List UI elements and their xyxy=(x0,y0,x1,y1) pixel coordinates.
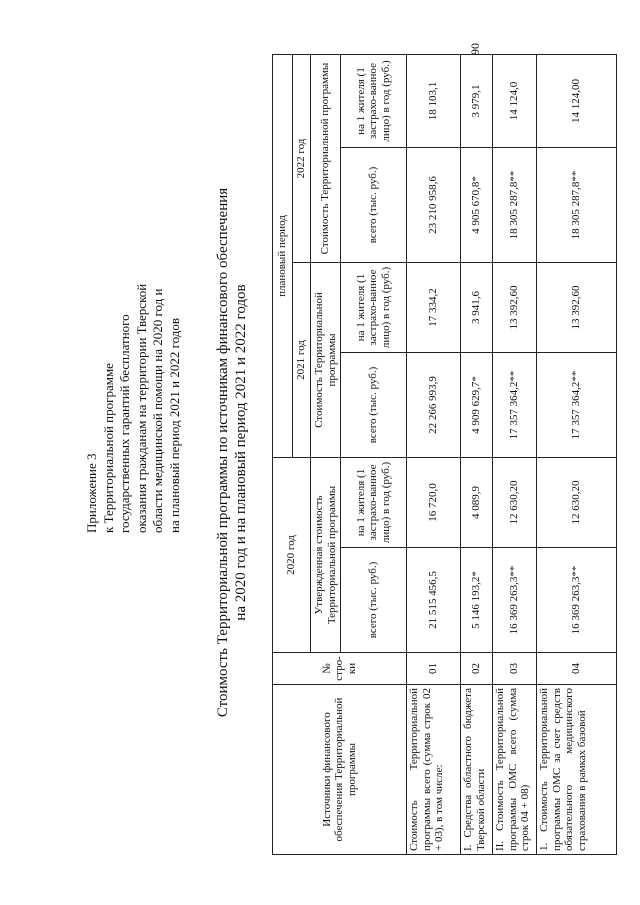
row-number: 03 xyxy=(493,653,537,685)
cell-per-capita-2022: 14 124,0 xyxy=(493,55,537,148)
cell-total-2022: 23 210 958,6 xyxy=(407,148,461,263)
cell-per-capita-2021: 3 941,6 xyxy=(461,263,493,353)
document-title xyxy=(214,0,250,905)
cell-total-2022: 4 905 670,8* xyxy=(461,148,493,263)
row-number: 04 xyxy=(537,653,617,685)
header-sources: Источники финансового обеспечения Территориальной программы xyxy=(273,685,407,855)
cell-total-2021: 17 357 364,2** xyxy=(493,353,537,458)
header-cost-2021: Стоимость Территориальной программы xyxy=(311,263,341,458)
header-per-capita: на 1 жителя (1 застрахо-ванное лицо) в год (руб.) xyxy=(341,263,407,353)
table-row xyxy=(493,55,537,855)
header-planned-period: плановый период xyxy=(273,55,293,458)
row-source: 1. Стоимость Территориальной программы ОМС за счет средств обязательного медицинского страхования в рамках базовой xyxy=(537,685,617,855)
row-source: II. Стоимость Территориальной программы ОМС всего (сумма строк 04 + 08) xyxy=(493,685,537,855)
cell-total-2020: 16 369 263,3** xyxy=(493,548,537,653)
cell-total-2021: 4 909 629,7* xyxy=(461,353,493,458)
appendix-line: области медицинской помощи на 2020 год и xyxy=(150,288,165,533)
appendix-line: оказания гражданам на территории Тверской xyxy=(133,283,149,533)
cell-total-2021: 22 266 993,9 xyxy=(407,353,461,458)
header-cost-2022: Стоимость Территориальной программы xyxy=(311,55,341,263)
table-row xyxy=(537,55,617,855)
header-2021: 2021 год xyxy=(293,263,311,458)
appendix-line: на плановый период 2021 и 2022 годов xyxy=(166,318,182,533)
cell-total-2020: 21 515 456,5 xyxy=(407,548,461,653)
title-line: на 2020 год и на плановый период 2021 и 2022 годов xyxy=(233,284,249,621)
appendix-caption xyxy=(84,153,183,533)
cell-total-2022: 18 305 287,8** xyxy=(537,148,617,263)
row-number: 01 xyxy=(407,653,461,685)
appendix-line: государственных гарантий бесплатного xyxy=(117,314,132,533)
cell-per-capita-2021: 13 392,60 xyxy=(537,263,617,353)
cell-per-capita-2021: 17 334,2 xyxy=(407,263,461,353)
cell-per-capita-2022: 14 124,00 xyxy=(537,55,617,148)
cell-total-2022: 18 305 287,8** xyxy=(493,148,537,263)
cell-per-capita-2020: 16 720,0 xyxy=(407,458,461,548)
header-total: всего (тыс. руб.) xyxy=(341,548,407,653)
table-row xyxy=(461,55,493,855)
header-per-capita: на 1 жителя (1 застрахо-ванное лицо) в год (руб.) xyxy=(341,458,407,548)
page-number: 90 xyxy=(468,43,482,55)
cost-table xyxy=(272,54,617,855)
header-2020: 2020 год xyxy=(273,458,311,653)
appendix-line: к Территориальной программе xyxy=(100,363,116,533)
cell-per-capita-2020: 12 630,20 xyxy=(537,458,617,548)
header-row-no: № стро-ки xyxy=(273,653,407,685)
cell-per-capita-2022: 18 103,1 xyxy=(407,55,461,148)
cell-per-capita-2022: 3 979,1 xyxy=(461,55,493,148)
appendix-line: Приложение 3 xyxy=(84,453,99,533)
cell-total-2020: 5 146 193,2* xyxy=(461,548,493,653)
cell-total-2021: 17 357 364,2** xyxy=(537,353,617,458)
row-source: I. Средства областного бюджета Тверской области xyxy=(461,685,493,855)
table-row xyxy=(407,55,461,855)
title-line: Стоимость Территориальной программы по источникам финансового обеспечения xyxy=(215,187,231,718)
header-2022: 2022 год xyxy=(293,55,311,263)
header-per-capita: на 1 жителя (1 застрахо-ванное лицо) в год (руб.) xyxy=(341,55,407,148)
cell-per-capita-2021: 13 392,60 xyxy=(493,263,537,353)
cell-per-capita-2020: 4 089,9 xyxy=(461,458,493,548)
row-source: Стоимость Территориальной программы всего (сумма строк 02 + 03), в том числе: xyxy=(407,685,461,855)
cell-per-capita-2020: 12 630,20 xyxy=(493,458,537,548)
header-approved-cost: Утвержденная стоимость Территориальной программы xyxy=(311,458,341,653)
cell-total-2020: 16 369 263,3** xyxy=(537,548,617,653)
header-total: всего (тыс. руб.) xyxy=(341,353,407,458)
row-number: 02 xyxy=(461,653,493,685)
header-total: всего (тыс. руб.) xyxy=(341,148,407,263)
